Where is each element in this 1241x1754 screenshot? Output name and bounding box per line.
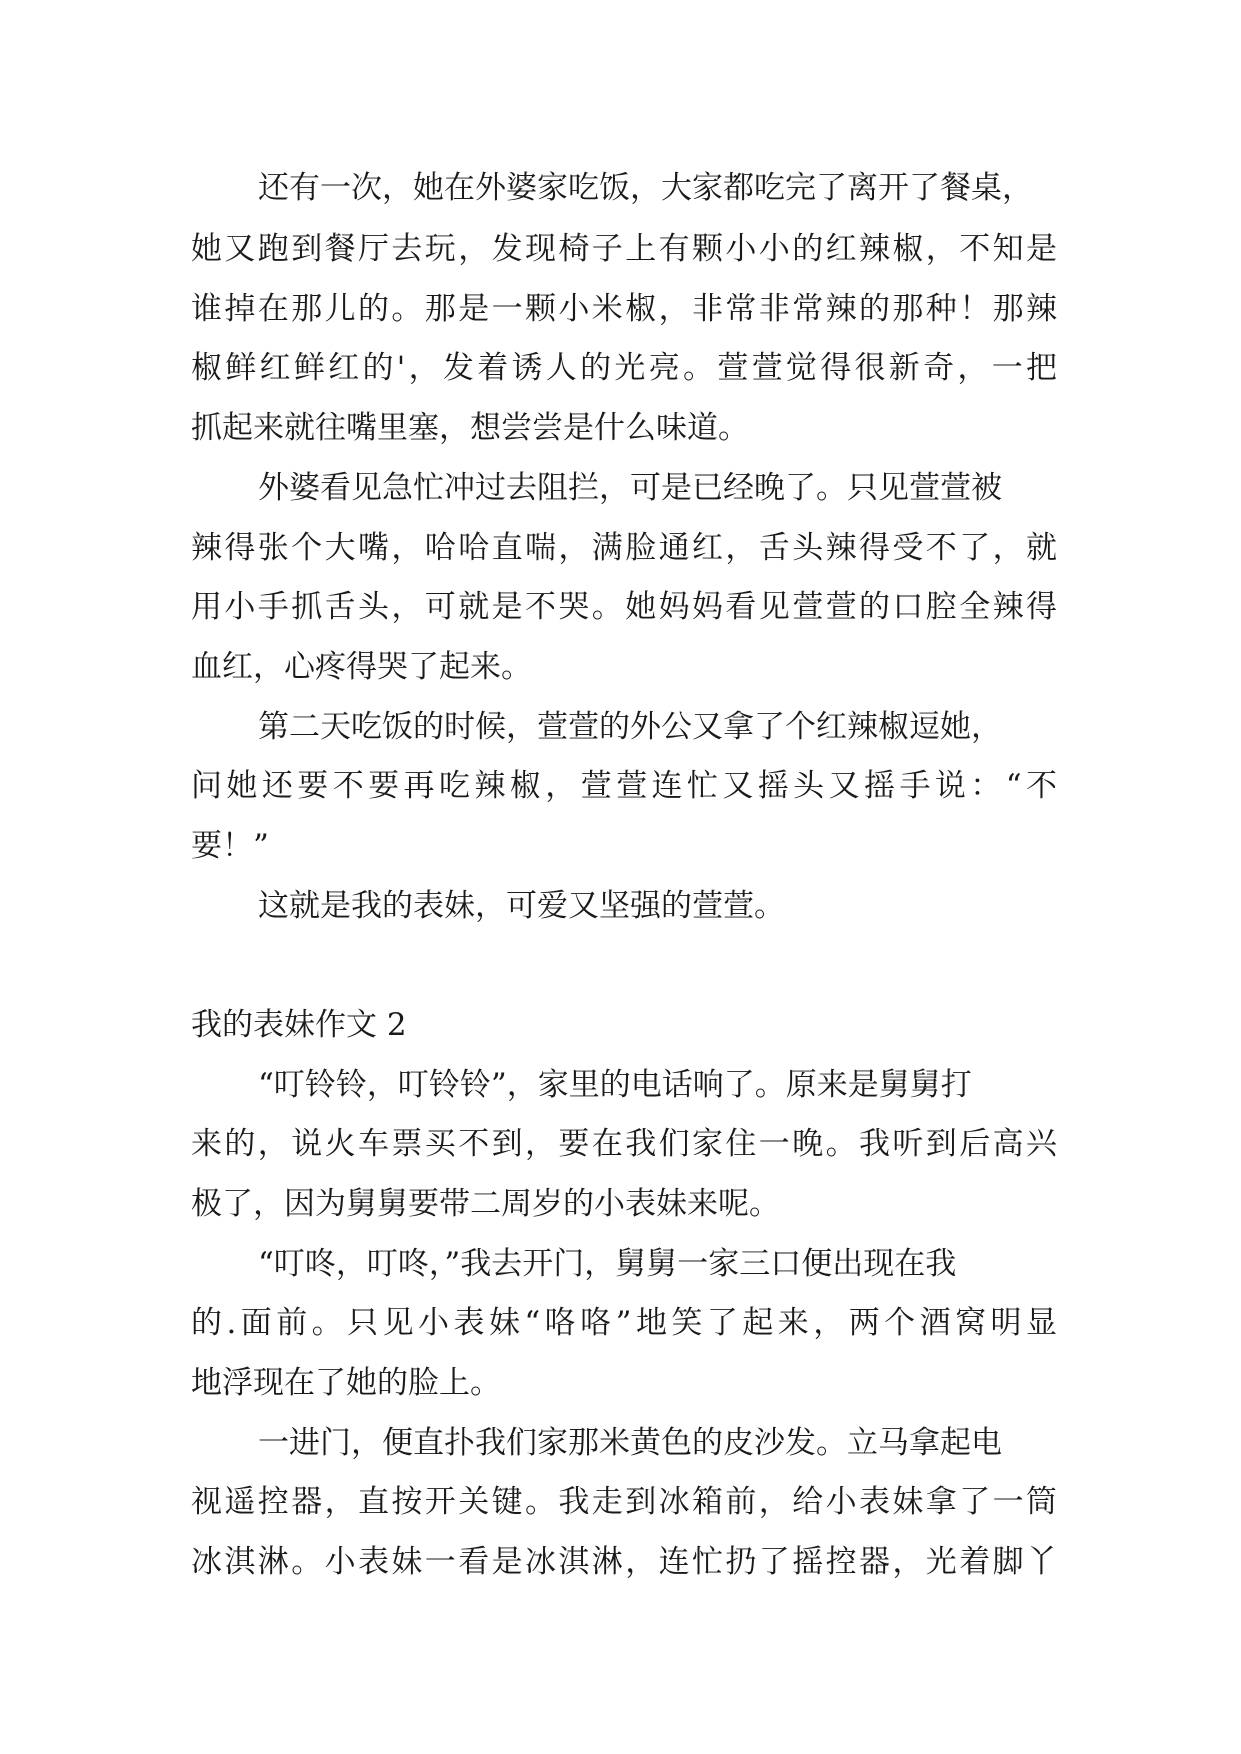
paragraph-line: 辣得张个大嘴，哈哈直喘，满脸通红，舌头辣得受不了，就 [191,530,1057,566]
paragraph-line: 地浮现在了她的脸上。 [191,1365,501,1401]
section-title: 我的表妹作文 2 [191,1007,407,1043]
paragraph-line: 血红，心疼得哭了起来。 [191,649,532,685]
paragraph-line: 第二天吃饭的时候，萱萱的外公又拿了个红辣椒逗她， [258,709,1002,745]
paragraph-line: “叮咚，叮咚，”我去开门，舅舅一家三口便出现在我 [258,1246,957,1282]
paragraph-line: 问她还要不要再吃辣椒，萱萱连忙又摇头又摇手说：“不 [191,768,1057,804]
paragraph-line: 的.面前。只见小表妹“咯咯”地笑了起来，两个酒窝明显 [191,1305,1057,1341]
paragraph-line: 视遥控器，直按开关键。我走到冰箱前，给小表妹拿了一筒 [191,1484,1057,1520]
paragraph-line: 还有一次，她在外婆家吃饭，大家都吃完了离开了餐桌， [258,170,1033,206]
paragraph-line: 谁掉在那儿的。那是一颗小米椒，非常非常辣的那种！那辣 [191,291,1057,327]
paragraph-line: 椒鲜红鲜红的'，发着诱人的光亮。萱萱觉得很新奇，一把 [191,350,1057,386]
paragraph-line: 一进门，便直扑我们家那米黄色的皮沙发。立马拿起电 [258,1425,1002,1461]
paragraph-line: “叮铃铃，叮铃铃”，家里的电话响了。原来是舅舅打 [258,1067,972,1103]
paragraph-line: 抓起来就往嘴里塞，想尝尝是什么味道。 [191,410,749,446]
paragraph-line: 用小手抓舌头，可就是不哭。她妈妈看见萱萱的口腔全辣得 [191,589,1057,625]
paragraph-line: 这就是我的表妹，可爱又坚强的萱萱。 [258,888,785,924]
paragraph-line: 要！” [191,828,269,864]
paragraph-line: 极了，因为舅舅要带二周岁的小表妹来呢。 [191,1186,780,1222]
paragraph-line: 外婆看见急忙冲过去阻拦，可是已经晚了。只见萱萱被 [258,470,1002,506]
paragraph-line: 来的，说火车票买不到，要在我们家住一晚。我听到后高兴 [191,1126,1057,1162]
paragraph-line: 冰淇淋。小表妹一看是冰淇淋，连忙扔了摇控器，光着脚丫 [191,1544,1057,1580]
paragraph-line: 她又跑到餐厅去玩，发现椅子上有颗小小的红辣椒，不知是 [191,231,1057,267]
